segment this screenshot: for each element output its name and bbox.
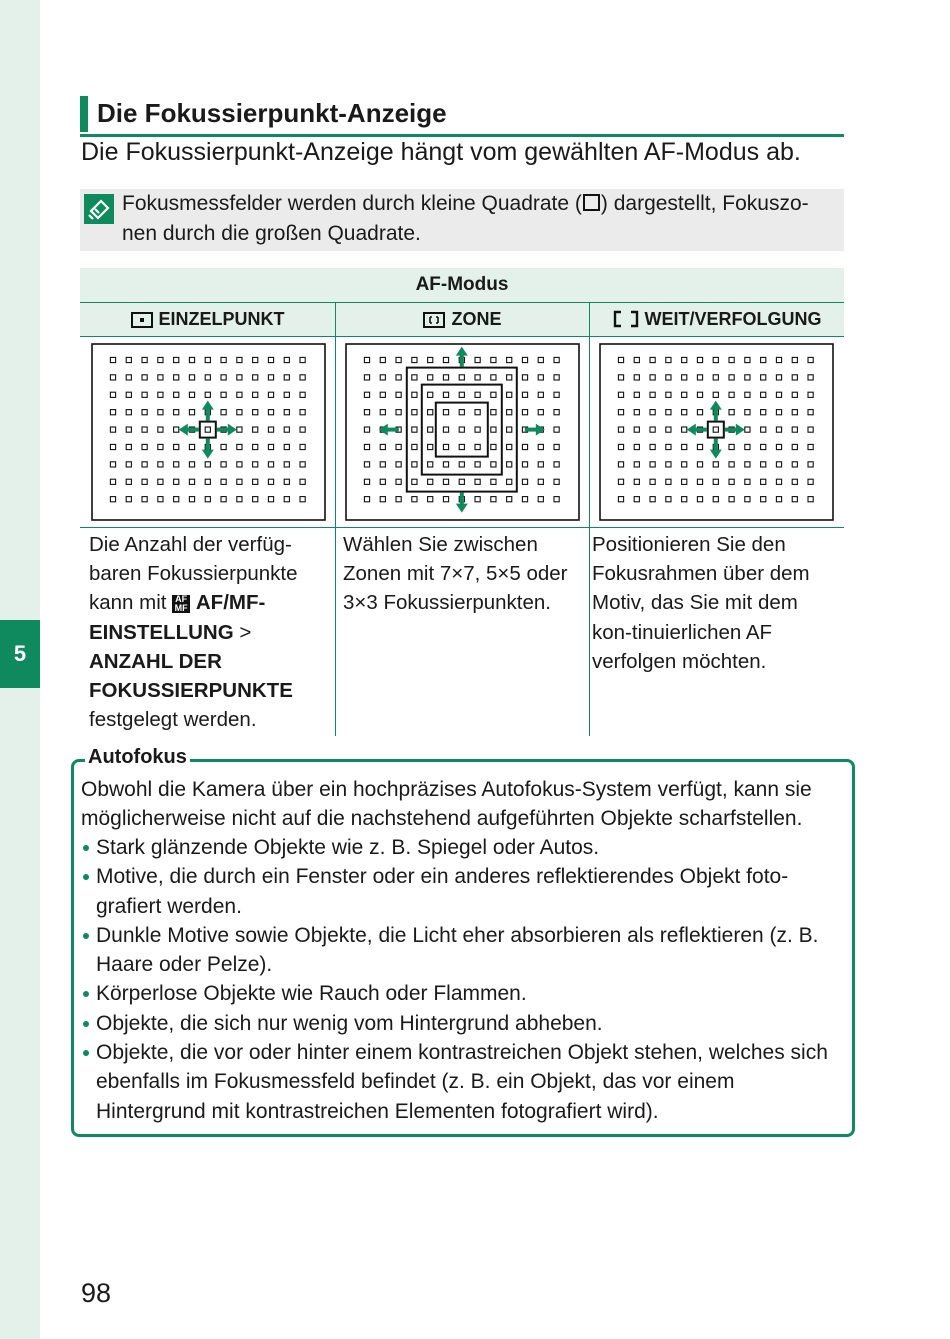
einzelpunkt-diagram xyxy=(91,343,326,521)
list-item: Körperlose Objekte wie Rauch oder Flammen. xyxy=(81,979,845,1008)
zone-diagram xyxy=(345,343,580,521)
chapter-tab: 5 xyxy=(0,620,40,688)
autofokus-bullet-list xyxy=(81,833,845,1126)
selected-focus-frame xyxy=(200,422,216,438)
column-header-weit-verfolgung: WEIT/VERFOLGUNG xyxy=(590,303,844,336)
list-item: Dunkle Motive sowie Objekte, die Licht eher absorbieren als reflektieren (z. B. Haare oder Pelze). xyxy=(81,921,845,980)
column-header-einzelpunkt: EINZELPUNKT xyxy=(80,303,335,336)
zone-icon xyxy=(423,306,445,339)
description-weit-verfolgung: Positionieren Sie den Fokusrahmen über dem Motiv, das Sie mit dem kon-tinuierlichen AF verfolgen möchten. xyxy=(592,533,810,673)
note-icon xyxy=(84,194,114,224)
page-number: 98 xyxy=(81,1278,112,1308)
tracking-frame xyxy=(708,422,724,438)
af-mode-table xyxy=(80,268,844,736)
note-box xyxy=(80,189,844,251)
section-title: Die Fokussierpunkt-Anzeige xyxy=(97,98,447,128)
autofokus-intro: Obwohl die Kamera über ein hochpräzises Autofokus-System verfügt, kann sie möglicherweise nicht auf die nachstehend aufgeführten Objekte scharfstellen. xyxy=(81,778,812,831)
list-item: Stark glänzende Objekte wie z. B. Spiegel oder Autos. xyxy=(81,833,845,862)
table-header-af-modus: AF-Modus xyxy=(415,274,509,295)
list-item: Motive, die durch ein Fenster oder ein anderes reflektierendes Objekt foto-grafiert werden. xyxy=(81,862,845,921)
column-header-zone: ZONE xyxy=(336,303,589,336)
section-accent-bar xyxy=(80,96,88,132)
weit-verfolgung-diagram xyxy=(599,343,834,521)
description-einzelpunkt: Die Anzahl der verfüg-baren Fokussierpunkte kann mit AF MF AF/MF-EINSTELLUNG > ANZAHL DER FOKUSSIERPUNKTE festgelegt werden. xyxy=(89,533,298,732)
note-text: Fokusmessfelder werden durch kleine Quadrate ( ) dargestellt, Fokuszo-nen durch die großen Quadrate. xyxy=(122,192,809,245)
af-mf-menu-icon: AF MF xyxy=(172,595,190,613)
section-heading xyxy=(80,96,844,137)
wide-tracking-icon xyxy=(613,306,639,339)
list-item: Objekte, die sich nur wenig vom Hintergrund abheben. xyxy=(81,1009,845,1038)
lead-sentence: Die Fokussierpunkt-Anzeige hängt vom gewählten AF-Modus ab. xyxy=(81,138,801,166)
list-item: Objekte, die vor oder hinter einem kontrastreichen Objekt stehen, welches sich ebenfalls im Fokusmessfeld befindet (z. B. ein Objekt, das vor einem Hintergrund mit kontrastreichen Elementen fotografiert wird). xyxy=(81,1038,845,1126)
single-point-icon xyxy=(131,306,153,339)
autofokus-title: Autofokus xyxy=(85,746,190,769)
description-zone: Wählen Sie zwischen Zonen mit 7×7, 5×5 oder 3×3 Fokussierpunkten. xyxy=(343,533,568,615)
small-square-icon xyxy=(583,194,600,211)
